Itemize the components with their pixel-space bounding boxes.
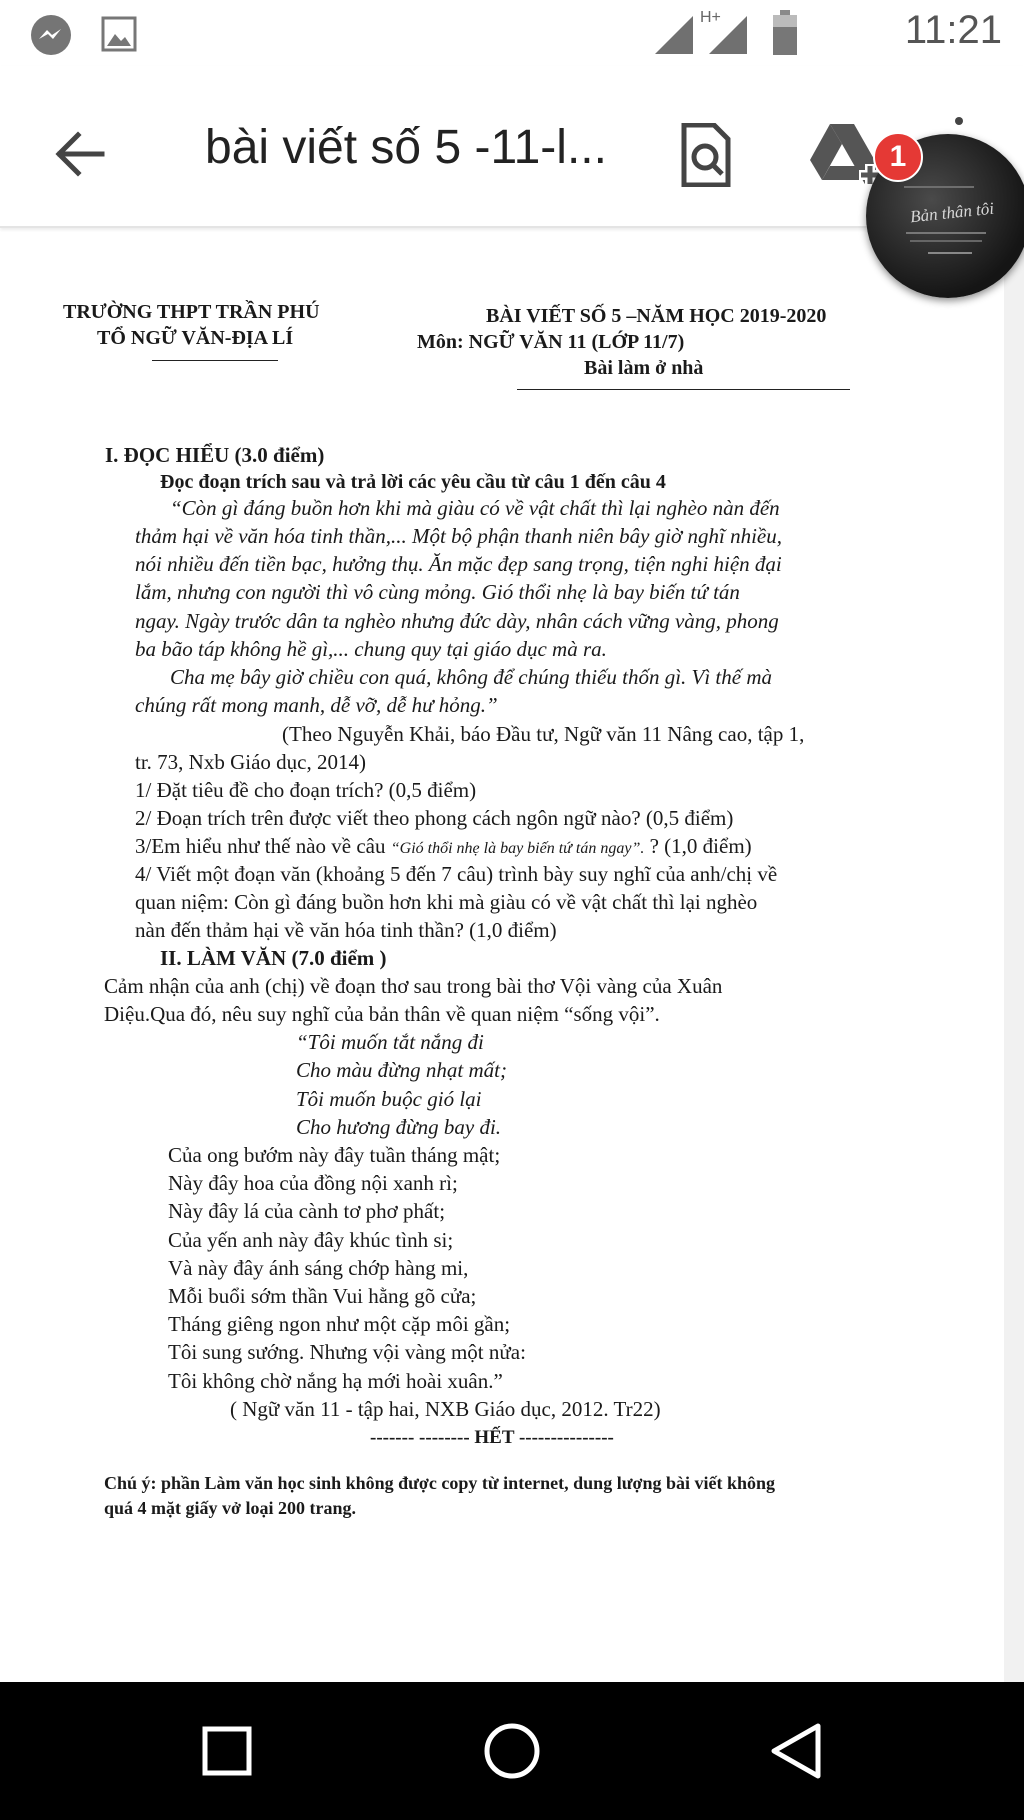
poem-line: Tôi không chờ nắng hạ mới hoài xuân.” [168,1369,503,1393]
passage-source: tr. 73, Nxb Giáo dục, 2014) [135,750,366,774]
poem-line: Này đây lá của cành tơ phơ phất; [168,1199,446,1223]
department-name: TỔ NGỮ VĂN-ĐỊA LÍ [97,327,294,349]
passage-line: ba bão táp không hề gì,... chung quy tại giáo dục mà ra. [135,637,607,661]
battery-icon [772,10,798,56]
recent-apps-icon[interactable] [202,1726,252,1776]
header-right-underline [517,389,850,390]
messenger-icon [30,14,72,56]
passage-line: thảm hại về văn hóa tinh thần,... Một bộ phận thanh niên bây giờ nghĩ nhiều, [135,524,782,548]
network-type-label: H+ [700,9,721,26]
subject-line: Môn: NGỮ VĂN 11 (LỚP 11/7) [417,331,685,353]
essay-prompt: Diệu.Qua đó, nêu suy nghĩ của bản thân về quan niệm “sống vội”. [104,1002,660,1026]
poem-line: Của ong bướm này đây tuần tháng mật; [168,1143,501,1167]
clock: 11:21 [904,8,1002,52]
passage-line: Cha mẹ bây giờ chiều con quá, không để chúng thiếu thốn gì. Vì thế mà [170,665,773,689]
note-line: Chú ý: phần Làm văn học sinh không được copy từ internet, dung lượng bài viết không [104,1473,776,1493]
poem-line: Mỗi buổi sớm thần Vui hằng gõ cửa; [168,1284,477,1308]
back-triangle-icon[interactable] [768,1722,824,1780]
home-icon[interactable] [483,1722,541,1780]
document-title: bài viết số 5 -11-l... [205,121,607,174]
chat-head-caption: Bản thân tôi [909,198,995,227]
essay-prompt: Cảm nhận của anh (chị) về đoạn thơ sau trong bài thơ Vội vàng của Xuân [104,974,723,998]
question-4: 4/ Viết một đoạn văn (khoảng 5 đến 7 câu) trình bày suy nghĩ của anh/chị về [135,862,778,886]
passage-source: (Theo Nguyễn Khải, báo Đầu tư, Ngữ văn 11 Nâng cao, tập 1, [282,722,805,746]
document-page [0,232,1004,1682]
question-4: quan niệm: Còn gì đáng buồn hơn khi mà giàu có về vật chất thì lại nghèo [135,890,758,914]
passage-line: ngay. Ngày trước dân ta nghèo nhưng đức dày, nhân cách vững vàng, phong [135,609,779,633]
image-icon [101,16,137,52]
poem-line: Của yến anh này đây khúc tình si; [168,1228,454,1252]
poem-line: Cho hương đừng bay đi. [296,1115,502,1139]
question-1: 1/ Đặt tiêu đề cho đoạn trích? (0,5 điểm) [135,778,477,802]
question-3-suffix: ? (1,0 điểm) [649,834,752,858]
find-in-document-icon[interactable] [678,123,734,187]
poem-source: ( Ngữ văn 11 - tập hai, NXB Giáo dục, 2012. Tr22) [230,1397,661,1421]
question-3-prefix: 3/Em hiểu như thế nào về câu [135,834,386,858]
back-arrow-icon[interactable] [50,124,110,184]
question-3 [135,836,752,857]
poem-line: Cho màu đừng nhạt mất; [296,1058,507,1082]
homework-label: Bài làm ở nhà [584,357,704,379]
notification-badge: 1 [873,132,923,182]
school-name: TRƯỜNG THPT TRẦN PHÚ [63,301,320,323]
question-3-quote: “Gió thổi nhẹ là bay biến tứ tán ngay”. [390,840,645,857]
navigation-bar [0,1682,1024,1820]
note-line: quá 4 mặt giấy vở loại 200 trang. [104,1498,356,1518]
document-scrollbar[interactable] [1004,232,1024,1682]
end-marker: ------- -------- HẾT --------------- [370,1427,614,1448]
poem-line: Tháng giêng ngon như một cặp môi gần; [168,1312,511,1336]
section1-title: I. ĐỌC HIỂU (3.0 điểm) [105,443,325,467]
section1-instruction: Đọc đoạn trích sau và trả lời các yêu cầu từ câu 1 đến câu 4 [160,471,666,493]
poem-line: Tôi muốn buộc gió lại [296,1087,482,1111]
poem-line: Tôi sung sướng. Nhưng vội vàng một nửa: [168,1340,526,1364]
header-left-underline [152,360,278,361]
poem-line: “Tôi muốn tắt nắng đi [296,1030,484,1054]
section2-title: II. LÀM VĂN (7.0 điểm ) [160,946,387,970]
passage-line: lắm, nhưng con người thì vô cùng mỏng. Gió thổi nhẹ là bay biến tứ tán [135,580,740,604]
exam-title: BÀI VIẾT SỐ 5 –NĂM HỌC 2019-2020 [486,305,827,327]
question-2: 2/ Đoạn trích trên được viết theo phong cách ngôn ngữ nào? (0,5 điểm) [135,806,734,830]
passage-line: “Còn gì đáng buồn hơn khi mà giàu có về vật chất thì lại nghèo nàn đến [170,496,780,520]
status-bar [0,0,1024,66]
question-4: nàn đến thảm hại về văn hóa tinh thần? (1,0 điểm) [135,918,557,942]
passage-line: nói nhiều đến tiền bạc, hưởng thụ. Ăn mặc đẹp sang trọng, tiện nghi hiện đại [135,552,782,576]
poem-line: Này đây hoa của đồng nội xanh rì; [168,1171,458,1195]
passage-line: chúng rất mong manh, dễ vỡ, dễ hư hỏng.” [135,693,498,717]
poem-line: Và này đây ánh sáng chớp hàng mi, [168,1256,469,1280]
